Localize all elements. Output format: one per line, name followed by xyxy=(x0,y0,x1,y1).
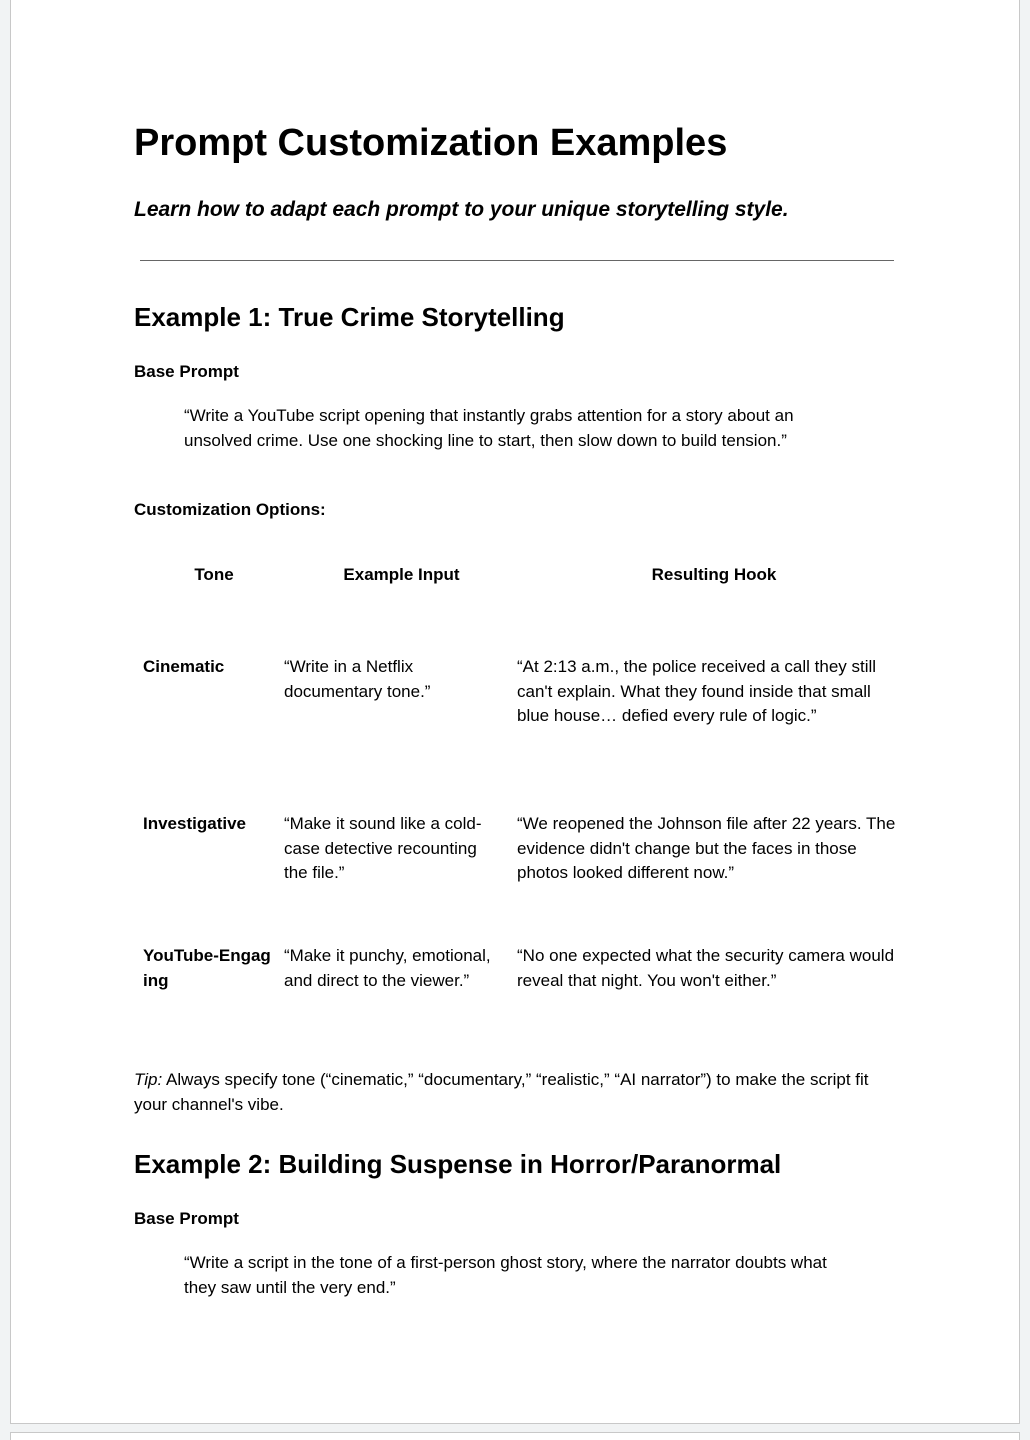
table-row-3-tone: YouTube-Engaging xyxy=(143,946,271,990)
table-row-3-input: “Make it punchy, emotional, and direct to the viewer.” xyxy=(284,946,491,990)
next-page-edge xyxy=(10,1432,1020,1440)
page-title: Prompt Customization Examples xyxy=(134,122,728,164)
example-1-base-prompt-label: Base Prompt xyxy=(134,362,239,381)
table-row-2-input: “Make it sound like a cold-case detective recounting the file.” xyxy=(284,814,482,882)
table-header-example-input: Example Input xyxy=(343,565,460,584)
customization-options-label: Customization Options: xyxy=(134,500,326,519)
table-row-1-hook: “At 2:13 a.m., the police received a call they still can't explain. What they found inside that small blue house… defied every rule of logic.” xyxy=(517,657,877,725)
tip-label: Tip: xyxy=(134,1070,163,1089)
example-2-heading: Example 2: Building Suspense in Horror/Paranormal xyxy=(134,1149,782,1179)
page-subtitle: Learn how to adapt each prompt to your unique storytelling style. xyxy=(134,198,789,221)
example-2-base-prompt: “Write a script in the tone of a first-person ghost story, where the narrator doubts what they saw until the very end.” xyxy=(184,1253,827,1297)
document-page xyxy=(10,0,1020,1424)
table-header-tone: Tone xyxy=(194,565,234,584)
table-row-1-tone: Cinematic xyxy=(143,657,225,676)
tip-text: Always specify tone (“cinematic,” “documentary,” “realistic,” “AI narrator”) to make the script fit your channel's vibe. xyxy=(134,1070,869,1114)
table-row-2-hook: “We reopened the Johnson file after 22 years. The evidence didn't change but the faces in those photos looked different now.” xyxy=(517,814,896,882)
horizontal-rule xyxy=(140,260,894,261)
table-row-3-hook: “No one expected what the security camera would reveal that night. You won't either.” xyxy=(517,946,895,990)
table-header-resulting-hook: Resulting Hook xyxy=(651,565,777,584)
example-1-heading: Example 1: True Crime Storytelling xyxy=(134,302,565,332)
table-row-2-tone: Investigative xyxy=(143,814,246,833)
tip-paragraph xyxy=(134,1068,894,1117)
example-2-base-prompt-label: Base Prompt xyxy=(134,1209,239,1228)
table-row-1-input: “Write in a Netflix documentary tone.” xyxy=(284,657,431,701)
example-1-base-prompt: “Write a YouTube script opening that instantly grabs attention for a story about an unsolved crime. Use one shocking line to start, then slow down to build tension.” xyxy=(184,406,794,450)
